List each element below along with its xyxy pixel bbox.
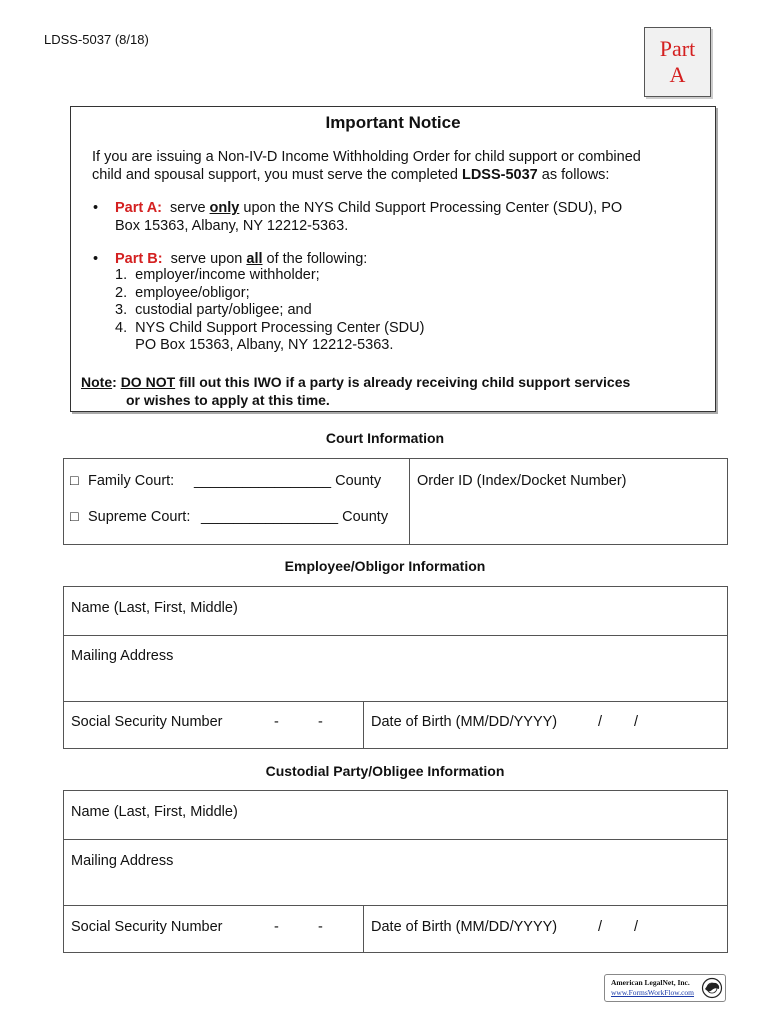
custodial-info-table	[63, 790, 728, 953]
custodial-name-field[interactable]: Name (Last, First, Middle)	[71, 804, 238, 820]
form-number: LDSS-5037	[461, 167, 538, 183]
supreme-court-label: Supreme Court:	[88, 509, 191, 525]
employee-name-field[interactable]: Name (Last, First, Middle)	[71, 600, 238, 616]
ssn-separator: -	[274, 919, 279, 935]
bullet-icon: •	[93, 251, 99, 267]
notice-title: Important Notice	[325, 113, 461, 132]
important-notice-box	[70, 106, 716, 412]
dob-separator: /	[598, 714, 603, 730]
part-a-label: Part A:	[115, 200, 162, 216]
publisher-link[interactable]: www.FormsWorkFlow.com	[611, 988, 695, 997]
intro-line-2	[92, 166, 692, 184]
custodial-dob-field[interactable]: Date of Birth (MM/DD/YYYY)	[371, 919, 558, 935]
note-line-2: or wishes to apply at this time.	[126, 392, 330, 408]
note	[81, 373, 701, 409]
dob-separator: /	[634, 714, 639, 730]
part-a-emphasis: only	[209, 200, 240, 216]
employee-ssn-field[interactable]: Social Security Number	[71, 714, 223, 730]
part-b-text-end: of the following:	[262, 251, 368, 267]
family-court-checkbox[interactable]: □	[70, 473, 79, 489]
intro-text: child and spousal support, you must serve the completed	[92, 167, 462, 183]
family-court-county-field[interactable]: _________________ County	[194, 473, 382, 489]
dob-separator: /	[598, 919, 603, 935]
court-info-table	[63, 458, 728, 545]
part-b-label: Part B:	[115, 251, 163, 267]
employee-info-table	[63, 586, 728, 749]
part-label: Part	[659, 36, 696, 61]
custodial-ssn-field[interactable]: Social Security Number	[71, 919, 223, 935]
ssn-separator: -	[274, 714, 279, 730]
note-label: Note	[81, 374, 113, 390]
publisher-name: American LegalNet, Inc.	[611, 978, 690, 987]
order-id-field[interactable]: Order ID (Index/Docket Number)	[417, 473, 627, 489]
part-a-instruction	[115, 199, 695, 235]
part-b-emphasis: all	[246, 251, 263, 267]
employee-dob-field[interactable]: Date of Birth (MM/DD/YYYY)	[371, 714, 558, 730]
ssn-separator: -	[318, 714, 323, 730]
court-info-title: Court Information	[325, 430, 445, 446]
custodial-info-title: Custodial Party/Obligee Information	[265, 763, 505, 779]
notice-intro	[92, 148, 692, 184]
list-item: PO Box 15363, Albany, NY 12212-5363.	[115, 337, 394, 354]
bullet-icon: •	[93, 200, 99, 216]
part-a-line-2: Box 15363, Albany, NY 12212-5363.	[115, 218, 349, 234]
supreme-court-checkbox[interactable]: □	[70, 509, 79, 525]
part-b-text: serve upon	[162, 251, 247, 267]
employee-info-title: Employee/Obligor Information	[284, 558, 486, 574]
family-court-label: Family Court:	[88, 473, 175, 489]
form-id: LDSS-5037 (8/18)	[44, 32, 149, 47]
publisher-logo	[604, 974, 726, 1002]
note-emphasis: DO NOT	[120, 374, 176, 390]
note-colon: :	[112, 374, 121, 390]
part-b-instruction	[115, 250, 695, 268]
list-item: 3. custodial party/obligee; and	[115, 302, 312, 319]
custodial-address-field[interactable]: Mailing Address	[71, 853, 174, 869]
intro-line-1: If you are issuing a Non-IV-D Income Withholding Order for child support or combined	[92, 149, 641, 165]
ssn-separator: -	[318, 919, 323, 935]
part-b-recipients-list	[115, 267, 424, 355]
intro-text-end: as follows:	[537, 167, 610, 183]
supreme-court-county-field[interactable]: _________________ County	[201, 509, 389, 525]
list-item: 4. NYS Child Support Processing Center (SDU)	[115, 319, 425, 336]
part-letter: A	[669, 62, 686, 87]
part-a-text: serve	[162, 200, 210, 216]
employee-address-field[interactable]: Mailing Address	[71, 648, 174, 664]
dob-separator: /	[634, 919, 639, 935]
globe-icon	[701, 977, 723, 999]
part-a-text-end: upon the NYS Child Support Processing Center (SDU), PO	[239, 200, 623, 216]
part-a-badge	[644, 27, 711, 97]
list-item: 2. employee/obligor;	[115, 284, 250, 301]
list-item: 1. employer/income withholder;	[115, 267, 320, 283]
note-text: fill out this IWO if a party is already receiving child support services	[175, 374, 631, 390]
